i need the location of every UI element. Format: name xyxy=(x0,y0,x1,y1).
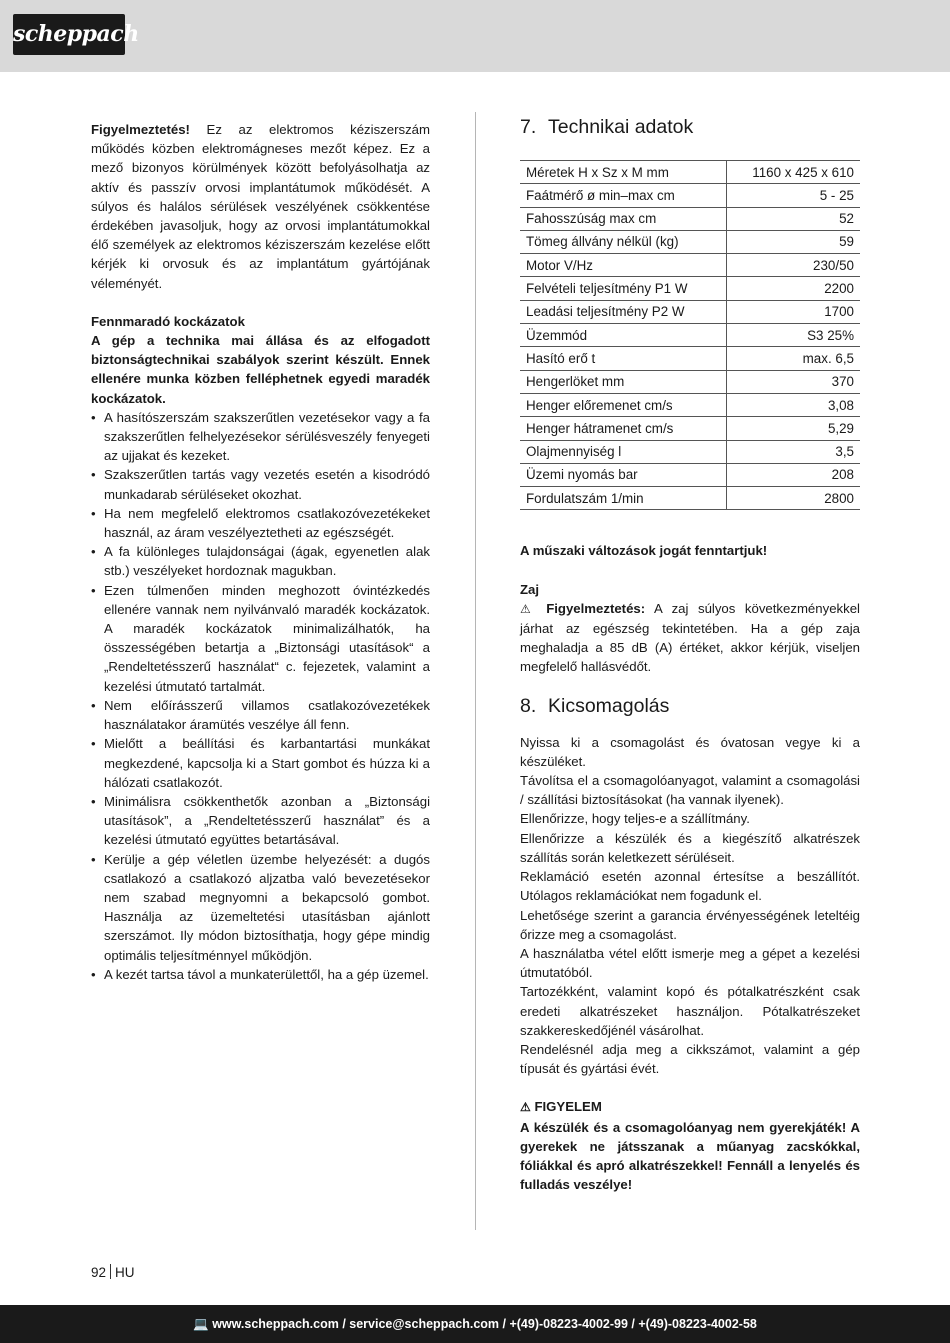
spec-value: 3,08 xyxy=(727,393,861,416)
table-row xyxy=(520,463,860,486)
table-row xyxy=(520,300,860,323)
spec-value: 2800 xyxy=(727,487,861,510)
page-footer xyxy=(91,1264,135,1280)
list-item: • Szakszerűtlen tartás vagy vezetés esetén a kisodródó munkadarab sérüléseket okozhat. xyxy=(91,465,430,503)
spec-value: 1700 xyxy=(727,300,861,323)
list-item: • Minimálisra csökkenthetők azonban a „Biztonsági utasítások”, a „Rendeltetésszerű használat” és a kezelési útmutató együttes betartásával. xyxy=(91,792,430,850)
noise-warning-text: A zaj súlyos következményekkel járhat az egészség tekintetében. Ha a gép zaja meghaladja a 85 dB (A) értéket, akkor kérjük, viseljen megfelelő hallásvédőt. xyxy=(520,600,860,675)
noise-warning xyxy=(520,599,860,677)
unpacking-heading xyxy=(520,691,860,721)
spec-key: Henger előremenet cm/s xyxy=(520,393,727,416)
table-row xyxy=(520,347,860,370)
list-item: • Nem előírásszerű villamos csatlakozóvezetékek használatakor áramütés veszélye áll fenn. xyxy=(91,696,430,734)
unpacking-paragraph: Reklamáció esetén azonnal értesítse a beszállítót. Utólagos reklamációkat nem fogadunk el. xyxy=(520,869,860,904)
table-row xyxy=(520,487,860,510)
residual-risk-intro: A gép a technika mai állása és az elfogadott biztonságtechnikai szabályok szerint készült. Ennek ellenére munka közben felléphetnek egyedi maradék kockázatok. xyxy=(91,333,430,406)
technical-changes-note: A műszaki változások jogát fenntartjuk! xyxy=(520,543,768,559)
table-row xyxy=(520,324,860,347)
emf-warning xyxy=(91,120,430,293)
spec-value: 5,29 xyxy=(727,417,861,440)
unpacking-paragraph: Ellenőrizze, hogy teljes-e a szállítmány. xyxy=(520,811,750,827)
spec-key: Tömeg állvány nélkül (kg) xyxy=(520,230,727,253)
technical-data-table xyxy=(520,160,860,510)
warning-triangle-icon: ⚠ xyxy=(520,1100,531,1115)
scheppach-logo: scheppach xyxy=(13,14,125,55)
table-row xyxy=(520,161,860,184)
computer-icon: 💻 xyxy=(193,1317,209,1331)
warning-triangle-icon: ⚠ xyxy=(520,601,537,616)
spec-value: 370 xyxy=(727,370,861,393)
table-row xyxy=(520,277,860,300)
table-row xyxy=(520,417,860,440)
spec-value: max. 6,5 xyxy=(727,347,861,370)
unpacking-paragraph: Távolítsa el a csomagolóanyagot, valamint a csomagolási / szállítási biztosításokat (ha vannak ilyenek). xyxy=(520,773,860,808)
table-row xyxy=(520,207,860,230)
spec-key: Fordulatszám 1/min xyxy=(520,487,727,510)
unpacking-paragraph: Tartozékként, valamint kopó és pótalkatrészként csak eredeti alkatrészeket használjon. Pótalkatrészeket szakkereskedőjénél vásárolhat. xyxy=(520,984,860,1038)
noise-heading: Zaj xyxy=(520,581,540,597)
spec-key: Fahosszúság max cm xyxy=(520,207,727,230)
spec-key: Hengerlöket mm xyxy=(520,370,727,393)
spec-key: Faátmérő ø min–max cm xyxy=(520,184,727,207)
spec-value: 230/50 xyxy=(727,254,861,277)
emf-warning-text: Ez az elektromos kéziszerszám működés közben elektromágneses mezőt képez. Ez a mező bizonyos körülmények között befolyásolhatja az aktív és passzív orvosi implantátumok működését. A súlyos és halálos sérülések veszélyének csökkentése érdekében javasoljuk, hogy az orvosi implantátumokkal élő személyek az elektromos kéziszerszám kezelése előtt kérjék ki orvosuk és az implantátum gyártójának véleményét. xyxy=(91,122,430,291)
unpacking-paragraph: Nyissa ki a csomagolást és óvatosan vegye ki a készüléket. xyxy=(520,734,860,769)
list-item: • Mielőtt a beállítási és karbantartási munkákat megkezdené, kapcsolja ki a Start gombot és húzza ki a hálózati csatlakozót. xyxy=(91,734,430,792)
list-item: • A fa különleges tulajdonságai (ágak, egyenetlen alak stb.) veszélyeket hordoznak magukban. xyxy=(91,542,430,580)
unpacking-paragraph: A használatba vétel előtt ismerje meg a gépet a kezelési útmutatóból. xyxy=(520,945,860,981)
contact-text: www.scheppach.com / service@scheppach.com / +(49)-08223-4002-99 / +(49)-08223-4002-58 xyxy=(212,1317,757,1331)
spec-key: Felvételi teljesítmény P1 W xyxy=(520,277,727,300)
spec-key: Üzemi nyomás bar xyxy=(520,463,727,486)
footer-separator xyxy=(110,1264,111,1279)
section-title: Kicsomagolás xyxy=(548,694,670,717)
list-item: • Ha nem megfelelő elektromos csatlakozóvezetékeket használ, az áram veszélyeztetheti az egészségét. xyxy=(91,504,430,542)
section-title: Technikai adatok xyxy=(548,116,694,138)
spec-value: S3 25% xyxy=(727,324,861,347)
section-number: 8. xyxy=(520,694,537,717)
language-code: HU xyxy=(115,1265,135,1280)
unpacking-paragraph: Lehetősége szerint a garancia érvényességének leteltéig őrizze meg a csomagolást. xyxy=(520,907,860,942)
spec-key: Hasító erő t xyxy=(520,347,727,370)
table-row xyxy=(520,184,860,207)
spec-key: Henger hátramenet cm/s xyxy=(520,417,727,440)
spec-value: 208 xyxy=(727,463,861,486)
spec-key: Méretek H x Sz x M mm xyxy=(520,161,727,184)
spec-value: 52 xyxy=(727,207,861,230)
spec-value: 3,5 xyxy=(727,440,861,463)
attention-text: A készülék és a csomagolóanyag nem gyerekjáték! A gyerekek ne játsszanak a műanyag zacskókkal, fóliákkal és apró alkatrészekkel! Fennáll a lenyelés és fulladás veszélye! xyxy=(520,1119,860,1193)
attention-heading xyxy=(520,1097,860,1117)
emf-warning-lead: Figyelmeztetés! xyxy=(91,122,190,137)
unpacking-paragraph: Ellenőrizze a készülék és a kiegészítő alkatrészek szállítás során keletkezett sérüléseit. xyxy=(520,830,860,865)
residual-risk-list xyxy=(91,408,430,984)
residual-risk-heading: Fennmaradó kockázatok xyxy=(91,313,245,329)
list-item: • Kerülje a gép véletlen üzembe helyezését: a dugós csatlakozó a csatlakozó aljzatba való bevezetésekor nem szabad megnyomni a bekapcsoló gombot. Használja az üzemeltetési utasításban ajánlott szerszámot. Ily módon biztosíthatja, hogy gépe mindig optimális teljesítménnyel működjön. xyxy=(91,850,430,965)
table-row xyxy=(520,254,860,277)
table-row xyxy=(520,393,860,416)
contact-bar xyxy=(0,1305,950,1343)
spec-key: Olajmennyiség l xyxy=(520,440,727,463)
spec-value: 2200 xyxy=(727,277,861,300)
spec-value: 5 - 25 xyxy=(727,184,861,207)
spec-key: Üzemmód xyxy=(520,324,727,347)
spec-value: 1160 x 425 x 610 xyxy=(727,161,861,184)
spec-key: Motor V/Hz xyxy=(520,254,727,277)
spec-value: 59 xyxy=(727,230,861,253)
spec-key: Leadási teljesítmény P2 W xyxy=(520,300,727,323)
list-item: • Ezen túlmenően minden meghozott óvintézkedés ellenére vannak nem nyilvánvaló maradék kockázatok. A maradék kockázatok minimalizálhatók, ha összességében betartja a „Biztonsági utasítások“ a „Rendeltetésszerű használat“ c. fejezetek, valamint a kezelési útmutató tartalmát. xyxy=(91,581,430,696)
unpacking-paragraph: Rendelésnél adja meg a cikkszámot, valamint a gép típusát és gyártási évét. xyxy=(520,1041,860,1077)
table-row xyxy=(520,370,860,393)
header-bar xyxy=(0,0,950,72)
page-number: 92 xyxy=(91,1265,107,1280)
table-row xyxy=(520,440,860,463)
column-divider xyxy=(475,112,476,1230)
list-item: • A hasítószerszám szakszerűtlen vezetésekor vagy a fa szakszerűtlen felhelyezésekor sérülésveszély fenyegeti az ujjakat és kezeket. xyxy=(91,408,430,466)
section-number: 7. xyxy=(520,116,537,138)
table-row xyxy=(520,230,860,253)
noise-warning-lead: Figyelmeztetés: xyxy=(546,600,646,616)
attention-label: FIGYELEM xyxy=(534,1099,602,1115)
right-column xyxy=(520,112,860,1194)
left-column xyxy=(91,120,430,984)
list-item: • A kezét tartsa távol a munkaterülettől, ha a gép üzemel. xyxy=(91,965,430,984)
technical-data-heading xyxy=(520,112,860,142)
